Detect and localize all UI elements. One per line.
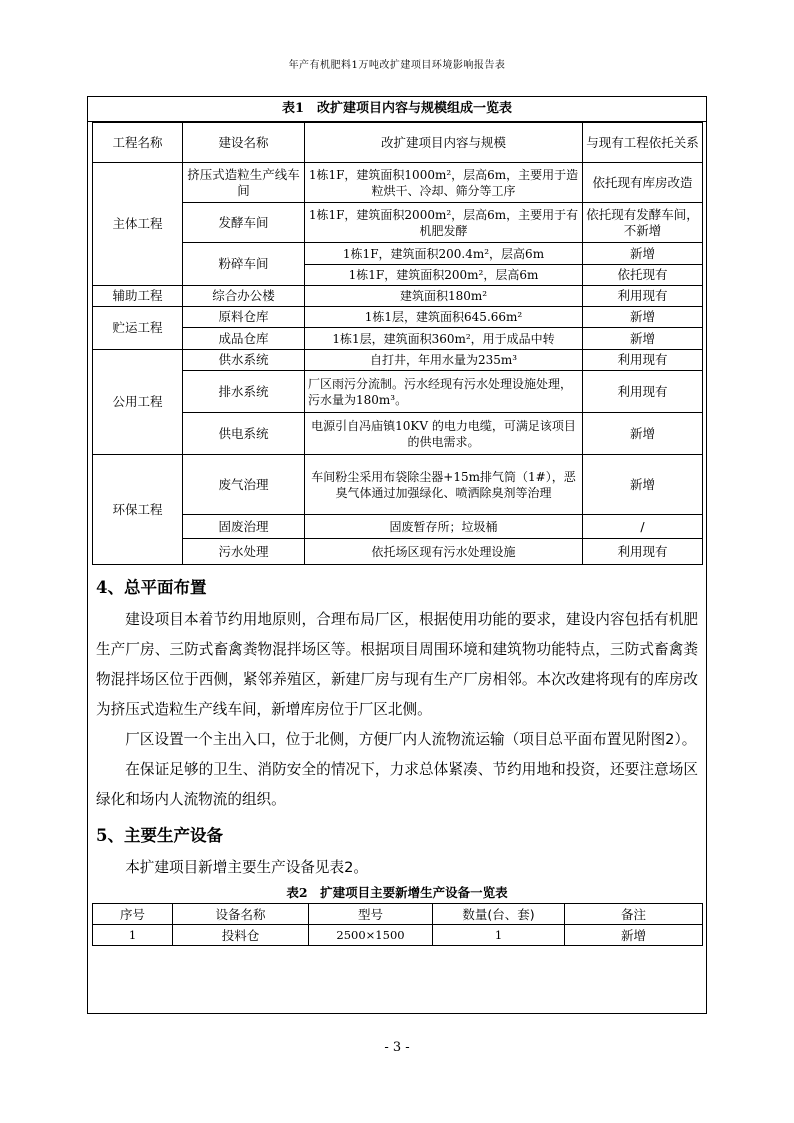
row-equipment-name: 投料仓	[173, 925, 309, 946]
report-frame	[87, 96, 707, 1014]
row-model: 2500×1500	[309, 925, 433, 946]
row-name: 废气治理	[183, 455, 305, 515]
row-content: 固废暂存所；垃圾桶	[305, 515, 583, 539]
row-relation: 新增	[583, 243, 703, 265]
table-row	[93, 371, 703, 413]
header-cell: 序号	[93, 904, 173, 925]
row-name: 挤压式造粒生产线车间	[183, 163, 305, 203]
row-relation: 依托现有库房改造	[583, 163, 703, 203]
row-relation: 利用现有	[583, 350, 703, 371]
row-relation: 依托现有发酵车间，不新增	[583, 203, 703, 243]
project-scope-table	[92, 122, 703, 565]
row-content: 电源引自冯庙镇10KV 的电力电缆，可满足该项目的供电需求。	[305, 413, 583, 455]
row-number: 1	[93, 925, 173, 946]
row-name: 排水系统	[183, 371, 305, 413]
table-row	[93, 455, 703, 515]
row-content: 1栋1层，建筑面积360m²，用于成品中转	[305, 328, 583, 350]
header-cell: 备注	[565, 904, 703, 925]
paragraph: 本扩建项目新增主要生产设备见表2。	[125, 859, 368, 876]
row-name: 综合办公楼	[183, 286, 305, 307]
header-cell: 工程名称	[93, 123, 183, 163]
group-cell: 辅助工程	[93, 286, 183, 307]
table-row	[93, 925, 703, 946]
row-content: 1栋1F，建筑面积200m²，层高6m	[305, 265, 583, 286]
table-row	[93, 515, 703, 539]
row-relation: 新增	[583, 413, 703, 455]
row-content: 1栋1F，建筑面积1000m²，层高6m，主要用于造粒烘干、冷却、筛分等工序	[305, 163, 583, 203]
row-content: 1栋1F，建筑面积2000m²，层高6m，主要用于有机肥发酵	[305, 203, 583, 243]
table2-caption: 表2 扩建项目主要新增生产设备一览表	[286, 885, 508, 900]
row-content: 建筑面积180m²	[305, 286, 583, 307]
header-cell: 建设名称	[183, 123, 305, 163]
header-cell: 与现有工程依托关系	[583, 123, 703, 163]
row-name: 供电系统	[183, 413, 305, 455]
section-heading-layout: 4、总平面布置	[96, 578, 207, 597]
equipment-table	[92, 903, 703, 946]
row-name: 成品仓库	[183, 328, 305, 350]
row-content: 1栋1层，建筑面积645.66m²	[305, 307, 583, 328]
paragraph: 厂区设置一个主出入口，位于北侧，方便厂内人流物流运输（项目总平面布置见附图2）。	[125, 731, 697, 748]
row-content: 车间粉尘采用布袋除尘器+15m排气筒（1#），恶臭气体通过加强绿化、喷洒除臭剂等治理	[305, 455, 583, 515]
page-number: - 3 -	[384, 1040, 410, 1055]
group-cell: 主体工程	[93, 163, 183, 286]
row-relation: 新增	[583, 455, 703, 515]
row-relation: 利用现有	[583, 371, 703, 413]
row-relation: 利用现有	[583, 286, 703, 307]
group-cell: 公用工程	[93, 350, 183, 455]
section-heading-equipment: 5、主要生产设备	[96, 826, 223, 845]
row-name: 原料仓库	[183, 307, 305, 328]
table-row	[93, 243, 703, 265]
row-quantity: 1	[433, 925, 565, 946]
header-cell: 型号	[309, 904, 433, 925]
group-cell: 环保工程	[93, 455, 183, 565]
row-content: 厂区雨污分流制。污水经现有污水处理设施处理，污水量为180m³。	[305, 371, 583, 413]
row-name: 供水系统	[183, 350, 305, 371]
row-content: 1栋1F，建筑面积200.4m²，层高6m	[305, 243, 583, 265]
table1-caption: 表1 改扩建项目内容与规模组成一览表	[88, 97, 706, 122]
running-header: 年产有机肥料1万吨改扩建项目环境影响报告表	[288, 60, 506, 71]
row-name: 固废治理	[183, 515, 305, 539]
row-name: 粉碎车间	[183, 243, 305, 286]
table-row	[93, 286, 703, 307]
row-relation: 新增	[583, 307, 703, 328]
row-name: 污水处理	[183, 539, 305, 565]
table-row	[93, 163, 703, 203]
row-note: 新增	[565, 925, 703, 946]
paragraph: 在保证足够的卫生、消防安全的情况下，力求总体紧凑、节约用地和投资，还要注意场区绿化和场内人流物流的组织。	[96, 761, 698, 808]
table-header-row	[93, 904, 703, 925]
table-row	[93, 203, 703, 243]
row-content: 自打井，年用水量为235m³	[305, 350, 583, 371]
table-row	[93, 307, 703, 328]
row-relation: /	[583, 515, 703, 539]
paragraph: 建设项目本着节约用地原则，合理布局厂区，根据使用功能的要求，建设内容包括有机肥生产厂房、三防式畜禽粪物混拌场区等。根据项目周围环境和建筑物功能特点，三防式畜禽粪物混拌场区位于西侧，紧邻养殖区，新建厂房与现有生产厂房相邻。本次改建将现有的库房改为挤压式造粒生产线车间，新增库房位于厂区北侧。	[96, 611, 698, 718]
header-cell: 设备名称	[173, 904, 309, 925]
row-name: 发酵车间	[183, 203, 305, 243]
table-row	[93, 350, 703, 371]
row-relation: 利用现有	[583, 539, 703, 565]
row-relation: 新增	[583, 328, 703, 350]
header-cell: 改扩建项目内容与规模	[305, 123, 583, 163]
table-row	[93, 328, 703, 350]
table-row	[93, 413, 703, 455]
row-content: 依托场区现有污水处理设施	[305, 539, 583, 565]
header-cell: 数量(台、套)	[433, 904, 565, 925]
table-header-row	[93, 123, 703, 163]
group-cell: 贮运工程	[93, 307, 183, 350]
table-row	[93, 539, 703, 565]
row-relation: 依托现有	[583, 265, 703, 286]
